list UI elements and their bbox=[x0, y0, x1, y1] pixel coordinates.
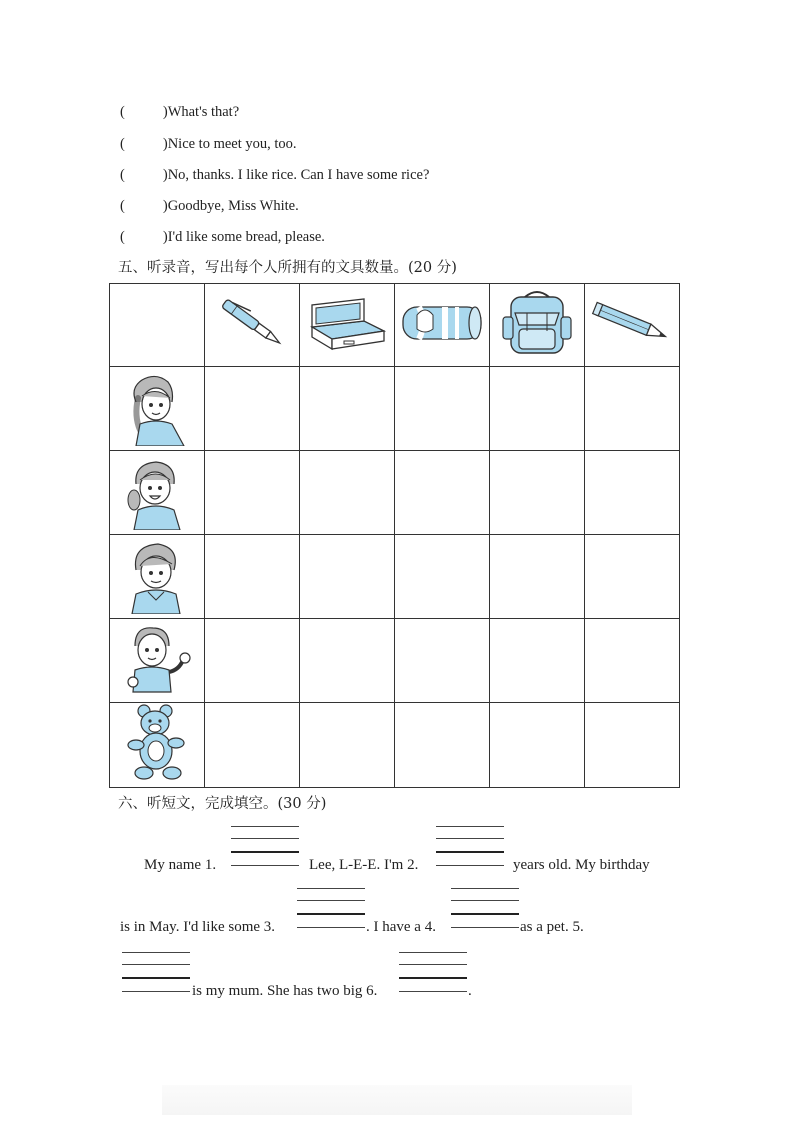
paren-close: ) bbox=[162, 136, 168, 152]
dialogue-text: No, thanks. I like rice. Can I have some rice? bbox=[167, 167, 430, 183]
paren-close: ) bbox=[162, 198, 168, 214]
paren-open: ( bbox=[120, 198, 125, 214]
paren-close: ) bbox=[162, 104, 168, 120]
pencil-icon bbox=[590, 298, 674, 348]
paren-open: ( bbox=[120, 136, 125, 152]
count-cell[interactable] bbox=[395, 703, 490, 788]
count-cell[interactable] bbox=[585, 367, 680, 451]
dialogue-line-3 bbox=[120, 166, 429, 184]
boy-sweater-icon bbox=[122, 536, 192, 614]
paren-open: ( bbox=[120, 167, 125, 183]
fill-text: as a pet. 5. bbox=[520, 919, 584, 935]
count-cell[interactable] bbox=[490, 367, 585, 451]
dialogue-line-5 bbox=[120, 228, 325, 246]
person-cell-1 bbox=[110, 367, 205, 451]
fill-text: is my mum. She has two big 6. bbox=[192, 983, 378, 999]
paren-close: ) bbox=[162, 229, 168, 245]
count-cell[interactable] bbox=[490, 619, 585, 703]
count-cell[interactable] bbox=[205, 535, 300, 619]
fill-text: . I have a 4. bbox=[366, 919, 436, 935]
header-cell-pencil-case bbox=[395, 284, 490, 367]
dialogue-line-2 bbox=[120, 135, 297, 153]
corner-cell bbox=[110, 284, 205, 367]
dialogue-text: I'd like some bread, please. bbox=[167, 229, 325, 245]
section-5-heading: 五、听录音，写出每个人所拥有的文具数量。(20 分) bbox=[118, 260, 457, 276]
count-cell[interactable] bbox=[585, 703, 680, 788]
dialogue-text: Nice to meet you, too. bbox=[167, 136, 297, 152]
dialogue-line-1 bbox=[120, 103, 239, 121]
schoolbag-icon bbox=[497, 287, 577, 359]
paren-open: ( bbox=[120, 229, 125, 245]
count-cell[interactable] bbox=[395, 451, 490, 535]
count-cell[interactable] bbox=[585, 451, 680, 535]
girl-ponytail-icon bbox=[122, 368, 192, 446]
count-cell[interactable] bbox=[205, 367, 300, 451]
teddy-bear-icon bbox=[122, 703, 192, 783]
count-cell[interactable] bbox=[395, 619, 490, 703]
person-cell-2 bbox=[110, 451, 205, 535]
count-cell[interactable] bbox=[395, 535, 490, 619]
count-cell[interactable] bbox=[300, 703, 395, 788]
stationery-table bbox=[109, 283, 680, 788]
header-cell-pen bbox=[205, 284, 300, 367]
girl-pigtails-icon bbox=[122, 452, 192, 530]
person-cell-3 bbox=[110, 535, 205, 619]
count-cell[interactable] bbox=[205, 619, 300, 703]
count-cell[interactable] bbox=[490, 535, 585, 619]
header-cell-pencil bbox=[585, 284, 680, 367]
count-cell[interactable] bbox=[490, 451, 585, 535]
fill-text: Lee, L-E-E. I'm 2. bbox=[309, 857, 419, 873]
count-cell[interactable] bbox=[395, 367, 490, 451]
count-cell[interactable] bbox=[205, 703, 300, 788]
count-cell[interactable] bbox=[490, 703, 585, 788]
count-cell[interactable] bbox=[585, 619, 680, 703]
pen-icon bbox=[210, 293, 294, 353]
boy-waving-icon bbox=[119, 620, 195, 698]
pencil-case-icon bbox=[397, 295, 487, 351]
header-cell-schoolbag bbox=[490, 284, 585, 367]
pencil-box-icon bbox=[304, 291, 390, 355]
count-cell[interactable] bbox=[585, 535, 680, 619]
dialogue-text: Goodbye, Miss White. bbox=[167, 198, 299, 214]
fill-text: . bbox=[468, 983, 472, 999]
fill-text: years old. My birthday bbox=[513, 857, 650, 873]
count-cell[interactable] bbox=[300, 619, 395, 703]
paren-open: ( bbox=[120, 104, 125, 120]
count-cell[interactable] bbox=[205, 451, 300, 535]
fill-text: My name 1. bbox=[144, 857, 217, 873]
paren-close: ) bbox=[162, 167, 168, 183]
count-cell[interactable] bbox=[300, 451, 395, 535]
count-cell[interactable] bbox=[300, 367, 395, 451]
section-6-heading: 六、听短文，完成填空。(30 分) bbox=[118, 796, 327, 812]
dialogue-text: What's that? bbox=[167, 104, 240, 120]
header-cell-pencil-box bbox=[300, 284, 395, 367]
person-cell-5 bbox=[110, 703, 205, 788]
fill-text: is in May. I'd like some 3. bbox=[120, 919, 276, 935]
dialogue-line-4 bbox=[120, 197, 299, 215]
page-shadow bbox=[162, 1085, 632, 1115]
person-cell-4 bbox=[110, 619, 205, 703]
count-cell[interactable] bbox=[300, 535, 395, 619]
